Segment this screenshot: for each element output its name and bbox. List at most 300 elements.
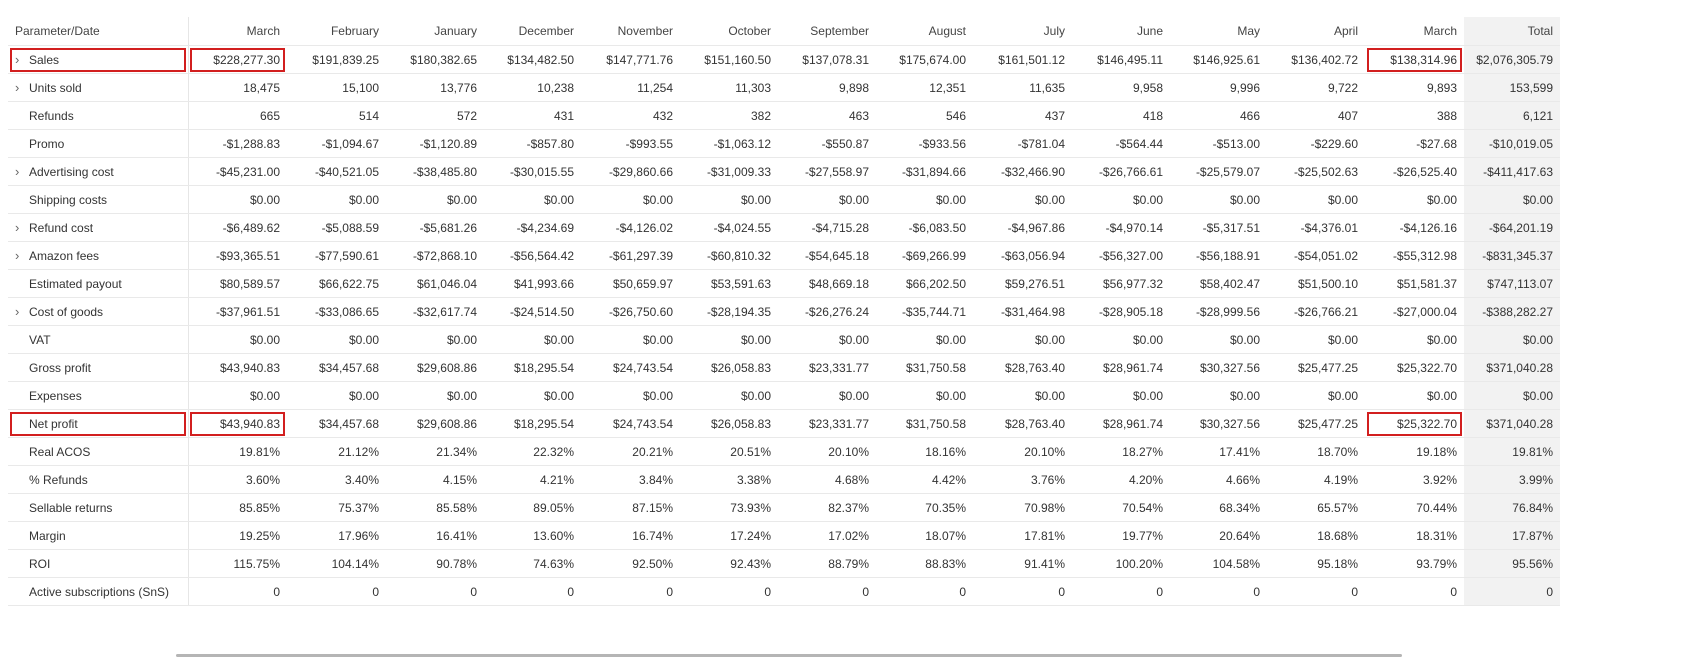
value-cell: 4.20% bbox=[1072, 466, 1170, 494]
value-cell: -$72,868.10 bbox=[386, 242, 484, 270]
value-cell: 9,722 bbox=[1267, 74, 1365, 102]
value-cell: $0.00 bbox=[778, 186, 876, 214]
value-cell: 20.10% bbox=[973, 438, 1072, 466]
value-cell: -$31,009.33 bbox=[680, 158, 778, 186]
row-label-cell[interactable] bbox=[8, 74, 188, 102]
value-cell: $0.00 bbox=[386, 382, 484, 410]
row-label-cell bbox=[8, 270, 188, 298]
value-cell: 19.25% bbox=[188, 522, 287, 550]
row-label-cell bbox=[8, 578, 188, 606]
value-cell: 9,996 bbox=[1170, 74, 1267, 102]
value-cell: $0.00 bbox=[287, 186, 386, 214]
value-cell: 418 bbox=[1072, 102, 1170, 130]
value-cell: 665 bbox=[188, 102, 287, 130]
row-label: Margin bbox=[29, 528, 66, 543]
value-cell: -$4,126.02 bbox=[581, 214, 680, 242]
month-column-header[interactable]: December bbox=[484, 17, 581, 46]
profit-report-table bbox=[8, 17, 1560, 606]
value-cell: 93.79% bbox=[1365, 550, 1464, 578]
row-label-cell bbox=[8, 102, 188, 130]
table-row bbox=[8, 102, 1560, 130]
total-cell: $0.00 bbox=[1464, 326, 1560, 354]
value-cell: -$564.44 bbox=[1072, 130, 1170, 158]
value-cell: $134,482.50 bbox=[484, 46, 581, 74]
month-column-header[interactable]: March bbox=[188, 17, 287, 46]
value-cell: 466 bbox=[1170, 102, 1267, 130]
value-cell: 11,254 bbox=[581, 74, 680, 102]
value-cell: 3.60% bbox=[188, 466, 287, 494]
value-cell: $28,961.74 bbox=[1072, 354, 1170, 382]
value-cell: $48,669.18 bbox=[778, 270, 876, 298]
value-cell: $228,277.30 bbox=[188, 46, 287, 74]
row-label-cell bbox=[8, 130, 188, 158]
value-cell: $26,058.83 bbox=[680, 410, 778, 438]
value-cell: $50,659.97 bbox=[581, 270, 680, 298]
total-cell: 76.84% bbox=[1464, 494, 1560, 522]
value-cell: 21.12% bbox=[287, 438, 386, 466]
value-cell: -$26,276.24 bbox=[778, 298, 876, 326]
month-column-header[interactable]: May bbox=[1170, 17, 1267, 46]
value-cell: 12,351 bbox=[876, 74, 973, 102]
value-cell: 92.50% bbox=[581, 550, 680, 578]
month-column-header[interactable]: August bbox=[876, 17, 973, 46]
value-cell: $28,763.40 bbox=[973, 410, 1072, 438]
value-cell: -$993.55 bbox=[581, 130, 680, 158]
value-cell: $0.00 bbox=[484, 326, 581, 354]
value-cell: $146,925.61 bbox=[1170, 46, 1267, 74]
table-row[interactable] bbox=[8, 158, 1560, 186]
value-cell: 16.74% bbox=[581, 522, 680, 550]
value-cell: 3.76% bbox=[973, 466, 1072, 494]
value-cell: -$1,094.67 bbox=[287, 130, 386, 158]
total-cell: $371,040.28 bbox=[1464, 354, 1560, 382]
value-cell: 11,635 bbox=[973, 74, 1072, 102]
value-cell: $0.00 bbox=[581, 326, 680, 354]
value-cell: -$54,051.02 bbox=[1267, 242, 1365, 270]
value-cell: $23,331.77 bbox=[778, 354, 876, 382]
value-cell: -$229.60 bbox=[1267, 130, 1365, 158]
total-cell: 6,121 bbox=[1464, 102, 1560, 130]
value-cell: 18.16% bbox=[876, 438, 973, 466]
total-cell: -$64,201.19 bbox=[1464, 214, 1560, 242]
value-cell: $0.00 bbox=[188, 186, 287, 214]
value-cell: 0 bbox=[1072, 578, 1170, 606]
chevron-right-icon[interactable]: › bbox=[15, 304, 20, 319]
value-cell: 0 bbox=[386, 578, 484, 606]
value-cell: -$27,000.04 bbox=[1365, 298, 1464, 326]
row-label: Sales bbox=[29, 53, 60, 67]
value-cell: 70.54% bbox=[1072, 494, 1170, 522]
value-cell: 3.40% bbox=[287, 466, 386, 494]
value-cell: $0.00 bbox=[1267, 186, 1365, 214]
value-cell: $51,581.37 bbox=[1365, 270, 1464, 298]
total-cell: 3.99% bbox=[1464, 466, 1560, 494]
value-cell: $34,457.68 bbox=[287, 354, 386, 382]
param-column-header[interactable]: Parameter/Date bbox=[8, 17, 188, 46]
row-label: Gross profit bbox=[29, 360, 92, 375]
value-cell: $0.00 bbox=[778, 382, 876, 410]
row-label-cell[interactable] bbox=[8, 158, 188, 186]
month-column-header[interactable]: October bbox=[680, 17, 778, 46]
value-cell: -$933.56 bbox=[876, 130, 973, 158]
value-cell: 463 bbox=[778, 102, 876, 130]
table-row[interactable] bbox=[8, 242, 1560, 270]
row-label: Cost of goods bbox=[29, 305, 104, 319]
value-cell: -$5,681.26 bbox=[386, 214, 484, 242]
value-cell: $146,495.11 bbox=[1072, 46, 1170, 74]
value-cell: 388 bbox=[1365, 102, 1464, 130]
row-label-cell bbox=[8, 326, 188, 354]
value-cell: $23,331.77 bbox=[778, 410, 876, 438]
value-cell: -$857.80 bbox=[484, 130, 581, 158]
total-cell: $0.00 bbox=[1464, 186, 1560, 214]
value-cell: -$513.00 bbox=[1170, 130, 1267, 158]
row-label: Shipping costs bbox=[29, 192, 108, 207]
row-label-cell[interactable] bbox=[8, 242, 188, 270]
header-row bbox=[8, 17, 1560, 46]
value-cell: 70.35% bbox=[876, 494, 973, 522]
value-cell: $0.00 bbox=[680, 186, 778, 214]
value-cell: $66,202.50 bbox=[876, 270, 973, 298]
row-label: Real ACOS bbox=[29, 444, 91, 459]
value-cell: 432 bbox=[581, 102, 680, 130]
value-cell: $25,322.70 bbox=[1365, 354, 1464, 382]
value-cell: 3.38% bbox=[680, 466, 778, 494]
value-cell: $41,993.66 bbox=[484, 270, 581, 298]
value-cell: -$28,999.56 bbox=[1170, 298, 1267, 326]
value-cell: 17.96% bbox=[287, 522, 386, 550]
table-row bbox=[8, 410, 1560, 438]
horizontal-scrollbar[interactable] bbox=[176, 654, 1402, 657]
value-cell: $26,058.83 bbox=[680, 354, 778, 382]
month-column-header[interactable]: July bbox=[973, 17, 1072, 46]
value-cell: 88.83% bbox=[876, 550, 973, 578]
value-cell: -$1,120.89 bbox=[386, 130, 484, 158]
total-cell: 95.56% bbox=[1464, 550, 1560, 578]
row-label: Units sold bbox=[29, 81, 82, 95]
table-row bbox=[8, 466, 1560, 494]
total-cell: 19.81% bbox=[1464, 438, 1560, 466]
value-cell: 104.58% bbox=[1170, 550, 1267, 578]
row-label: Advertising cost bbox=[29, 165, 114, 179]
value-cell: $0.00 bbox=[1072, 186, 1170, 214]
row-label: Amazon fees bbox=[29, 249, 100, 263]
value-cell: $25,322.70 bbox=[1365, 410, 1464, 438]
month-column-header[interactable]: January bbox=[386, 17, 484, 46]
value-cell: $56,977.32 bbox=[1072, 270, 1170, 298]
value-cell: 85.85% bbox=[188, 494, 287, 522]
value-cell: -$31,894.66 bbox=[876, 158, 973, 186]
value-cell: $30,327.56 bbox=[1170, 354, 1267, 382]
value-cell: $151,160.50 bbox=[680, 46, 778, 74]
value-cell: 4.42% bbox=[876, 466, 973, 494]
month-column-header[interactable]: June bbox=[1072, 17, 1170, 46]
value-cell: $175,674.00 bbox=[876, 46, 973, 74]
value-cell: $0.00 bbox=[386, 186, 484, 214]
value-cell: 514 bbox=[287, 102, 386, 130]
table-body bbox=[8, 46, 1560, 606]
value-cell: 75.37% bbox=[287, 494, 386, 522]
value-cell: 70.98% bbox=[973, 494, 1072, 522]
value-cell: $0.00 bbox=[581, 382, 680, 410]
value-cell: -$45,231.00 bbox=[188, 158, 287, 186]
value-cell: $0.00 bbox=[973, 326, 1072, 354]
value-cell: -$28,905.18 bbox=[1072, 298, 1170, 326]
value-cell: $0.00 bbox=[973, 186, 1072, 214]
value-cell: $0.00 bbox=[188, 382, 287, 410]
value-cell: 4.68% bbox=[778, 466, 876, 494]
value-cell: 88.79% bbox=[778, 550, 876, 578]
total-cell: -$388,282.27 bbox=[1464, 298, 1560, 326]
value-cell: -$56,564.42 bbox=[484, 242, 581, 270]
value-cell: $0.00 bbox=[973, 382, 1072, 410]
row-label-cell bbox=[8, 382, 188, 410]
value-cell: $25,477.25 bbox=[1267, 354, 1365, 382]
value-cell: 0 bbox=[778, 578, 876, 606]
value-cell: $53,591.63 bbox=[680, 270, 778, 298]
value-cell: 0 bbox=[1267, 578, 1365, 606]
total-cell: $371,040.28 bbox=[1464, 410, 1560, 438]
value-cell: $43,940.83 bbox=[188, 410, 287, 438]
value-cell: 17.41% bbox=[1170, 438, 1267, 466]
value-cell: -$26,525.40 bbox=[1365, 158, 1464, 186]
chevron-right-icon[interactable]: › bbox=[15, 52, 20, 67]
table-row bbox=[8, 522, 1560, 550]
total-cell: $2,076,305.79 bbox=[1464, 46, 1560, 74]
value-cell: -$33,086.65 bbox=[287, 298, 386, 326]
value-cell: 17.81% bbox=[973, 522, 1072, 550]
value-cell: $43,940.83 bbox=[188, 354, 287, 382]
value-cell: -$24,514.50 bbox=[484, 298, 581, 326]
chevron-right-icon[interactable]: › bbox=[15, 220, 20, 235]
value-cell: $51,500.10 bbox=[1267, 270, 1365, 298]
value-cell: $28,763.40 bbox=[973, 354, 1072, 382]
value-cell: -$30,015.55 bbox=[484, 158, 581, 186]
value-cell: $180,382.65 bbox=[386, 46, 484, 74]
month-column-header[interactable]: September bbox=[778, 17, 876, 46]
value-cell: 4.19% bbox=[1267, 466, 1365, 494]
value-cell: -$550.87 bbox=[778, 130, 876, 158]
total-cell: 17.87% bbox=[1464, 522, 1560, 550]
value-cell: $0.00 bbox=[287, 326, 386, 354]
total-column-header[interactable]: Total bbox=[1464, 17, 1560, 46]
value-cell: 70.44% bbox=[1365, 494, 1464, 522]
value-cell: 73.93% bbox=[680, 494, 778, 522]
value-cell: $0.00 bbox=[1072, 326, 1170, 354]
row-label-cell bbox=[8, 522, 188, 550]
value-cell: $137,078.31 bbox=[778, 46, 876, 74]
row-label-cell bbox=[8, 494, 188, 522]
value-cell: -$4,715.28 bbox=[778, 214, 876, 242]
row-label: VAT bbox=[29, 332, 51, 347]
table-row[interactable] bbox=[8, 74, 1560, 102]
value-cell: 382 bbox=[680, 102, 778, 130]
row-label: % Refunds bbox=[29, 472, 88, 487]
total-cell: 153,599 bbox=[1464, 74, 1560, 102]
value-cell: $0.00 bbox=[1170, 382, 1267, 410]
value-cell: $34,457.68 bbox=[287, 410, 386, 438]
value-cell: 0 bbox=[188, 578, 287, 606]
value-cell: 18.27% bbox=[1072, 438, 1170, 466]
row-label: Active subscriptions (SnS) bbox=[29, 584, 170, 599]
value-cell: -$61,297.39 bbox=[581, 242, 680, 270]
value-cell: $0.00 bbox=[1365, 186, 1464, 214]
total-cell: $747,113.07 bbox=[1464, 270, 1560, 298]
value-cell: 115.75% bbox=[188, 550, 287, 578]
value-cell: 9,898 bbox=[778, 74, 876, 102]
value-cell: -$6,489.62 bbox=[188, 214, 287, 242]
value-cell: $59,276.51 bbox=[973, 270, 1072, 298]
total-cell: -$10,019.05 bbox=[1464, 130, 1560, 158]
value-cell: $0.00 bbox=[680, 382, 778, 410]
chevron-right-icon[interactable]: › bbox=[15, 248, 20, 263]
value-cell: -$40,521.05 bbox=[287, 158, 386, 186]
value-cell: -$28,194.35 bbox=[680, 298, 778, 326]
value-cell: $0.00 bbox=[484, 186, 581, 214]
value-cell: -$4,376.01 bbox=[1267, 214, 1365, 242]
value-cell: 572 bbox=[386, 102, 484, 130]
value-cell: $0.00 bbox=[1170, 186, 1267, 214]
value-cell: -$93,365.51 bbox=[188, 242, 287, 270]
value-cell: $31,750.58 bbox=[876, 410, 973, 438]
value-cell: $191,839.25 bbox=[287, 46, 386, 74]
value-cell: 22.32% bbox=[484, 438, 581, 466]
value-cell: -$6,083.50 bbox=[876, 214, 973, 242]
value-cell: $0.00 bbox=[876, 186, 973, 214]
table-row bbox=[8, 438, 1560, 466]
value-cell: 87.15% bbox=[581, 494, 680, 522]
value-cell: 17.02% bbox=[778, 522, 876, 550]
value-cell: -$63,056.94 bbox=[973, 242, 1072, 270]
table-row bbox=[8, 130, 1560, 158]
row-label: Expenses bbox=[29, 388, 82, 403]
chevron-right-icon[interactable]: › bbox=[15, 164, 20, 179]
value-cell: 74.63% bbox=[484, 550, 581, 578]
value-cell: 19.81% bbox=[188, 438, 287, 466]
value-cell: $0.00 bbox=[386, 326, 484, 354]
row-label-cell[interactable] bbox=[8, 46, 188, 74]
value-cell: 546 bbox=[876, 102, 973, 130]
value-cell: -$56,327.00 bbox=[1072, 242, 1170, 270]
value-cell: -$60,810.32 bbox=[680, 242, 778, 270]
chevron-right-icon[interactable]: › bbox=[15, 80, 20, 95]
table-row bbox=[8, 270, 1560, 298]
value-cell: 17.24% bbox=[680, 522, 778, 550]
value-cell: -$35,744.71 bbox=[876, 298, 973, 326]
value-cell: $0.00 bbox=[484, 382, 581, 410]
value-cell: $0.00 bbox=[188, 326, 287, 354]
value-cell: 18.68% bbox=[1267, 522, 1365, 550]
value-cell: -$31,464.98 bbox=[973, 298, 1072, 326]
value-cell: 91.41% bbox=[973, 550, 1072, 578]
row-label-cell[interactable] bbox=[8, 298, 188, 326]
table-row bbox=[8, 550, 1560, 578]
value-cell: 65.57% bbox=[1267, 494, 1365, 522]
value-cell: 18,475 bbox=[188, 74, 287, 102]
month-column-header[interactable]: March bbox=[1365, 17, 1464, 46]
total-cell: -$831,345.37 bbox=[1464, 242, 1560, 270]
value-cell: $29,608.86 bbox=[386, 354, 484, 382]
value-cell: -$4,126.16 bbox=[1365, 214, 1464, 242]
value-cell: 13.60% bbox=[484, 522, 581, 550]
table-row[interactable] bbox=[8, 214, 1560, 242]
row-label-cell bbox=[8, 410, 188, 438]
value-cell: -$4,970.14 bbox=[1072, 214, 1170, 242]
value-cell: $0.00 bbox=[581, 186, 680, 214]
value-cell: 104.14% bbox=[287, 550, 386, 578]
value-cell: 21.34% bbox=[386, 438, 484, 466]
value-cell: 3.92% bbox=[1365, 466, 1464, 494]
total-cell: -$411,417.63 bbox=[1464, 158, 1560, 186]
value-cell: 13,776 bbox=[386, 74, 484, 102]
value-cell: -$4,024.55 bbox=[680, 214, 778, 242]
value-cell: $0.00 bbox=[1267, 382, 1365, 410]
value-cell: -$781.04 bbox=[973, 130, 1072, 158]
value-cell: $28,961.74 bbox=[1072, 410, 1170, 438]
row-label-cell bbox=[8, 438, 188, 466]
value-cell: -$26,766.61 bbox=[1072, 158, 1170, 186]
value-cell: -$29,860.66 bbox=[581, 158, 680, 186]
row-label: Sellable returns bbox=[29, 500, 113, 515]
value-cell: $138,314.96 bbox=[1365, 46, 1464, 74]
value-cell: 18.70% bbox=[1267, 438, 1365, 466]
value-cell: 4.66% bbox=[1170, 466, 1267, 494]
row-label: Estimated payout bbox=[29, 276, 122, 291]
value-cell: $18,295.54 bbox=[484, 410, 581, 438]
value-cell: 89.05% bbox=[484, 494, 581, 522]
value-cell: -$32,617.74 bbox=[386, 298, 484, 326]
value-cell: 68.34% bbox=[1170, 494, 1267, 522]
value-cell: -$25,502.63 bbox=[1267, 158, 1365, 186]
value-cell: 19.18% bbox=[1365, 438, 1464, 466]
month-column-header[interactable]: February bbox=[287, 17, 386, 46]
row-label: Refunds bbox=[29, 108, 74, 123]
value-cell: 4.15% bbox=[386, 466, 484, 494]
value-cell: 85.58% bbox=[386, 494, 484, 522]
row-label-cell bbox=[8, 354, 188, 382]
table-row[interactable] bbox=[8, 46, 1560, 74]
value-cell: -$26,750.60 bbox=[581, 298, 680, 326]
value-cell: -$5,088.59 bbox=[287, 214, 386, 242]
value-cell: $61,046.04 bbox=[386, 270, 484, 298]
table-row[interactable] bbox=[8, 298, 1560, 326]
value-cell: -$38,485.80 bbox=[386, 158, 484, 186]
value-cell: -$69,266.99 bbox=[876, 242, 973, 270]
value-cell: -$5,317.51 bbox=[1170, 214, 1267, 242]
value-cell: 0 bbox=[287, 578, 386, 606]
value-cell: 9,893 bbox=[1365, 74, 1464, 102]
value-cell: -$27,558.97 bbox=[778, 158, 876, 186]
month-column-header[interactable]: April bbox=[1267, 17, 1365, 46]
value-cell: $31,750.58 bbox=[876, 354, 973, 382]
value-cell: $147,771.76 bbox=[581, 46, 680, 74]
value-cell: 95.18% bbox=[1267, 550, 1365, 578]
value-cell: 0 bbox=[581, 578, 680, 606]
value-cell: 0 bbox=[876, 578, 973, 606]
month-column-header[interactable]: November bbox=[581, 17, 680, 46]
value-cell: 100.20% bbox=[1072, 550, 1170, 578]
value-cell: $66,622.75 bbox=[287, 270, 386, 298]
value-cell: $58,402.47 bbox=[1170, 270, 1267, 298]
value-cell: 20.51% bbox=[680, 438, 778, 466]
row-label-cell[interactable] bbox=[8, 214, 188, 242]
value-cell: 15,100 bbox=[287, 74, 386, 102]
value-cell: 20.64% bbox=[1170, 522, 1267, 550]
value-cell: $0.00 bbox=[876, 326, 973, 354]
value-cell: 4.21% bbox=[484, 466, 581, 494]
value-cell: 407 bbox=[1267, 102, 1365, 130]
value-cell: -$25,579.07 bbox=[1170, 158, 1267, 186]
